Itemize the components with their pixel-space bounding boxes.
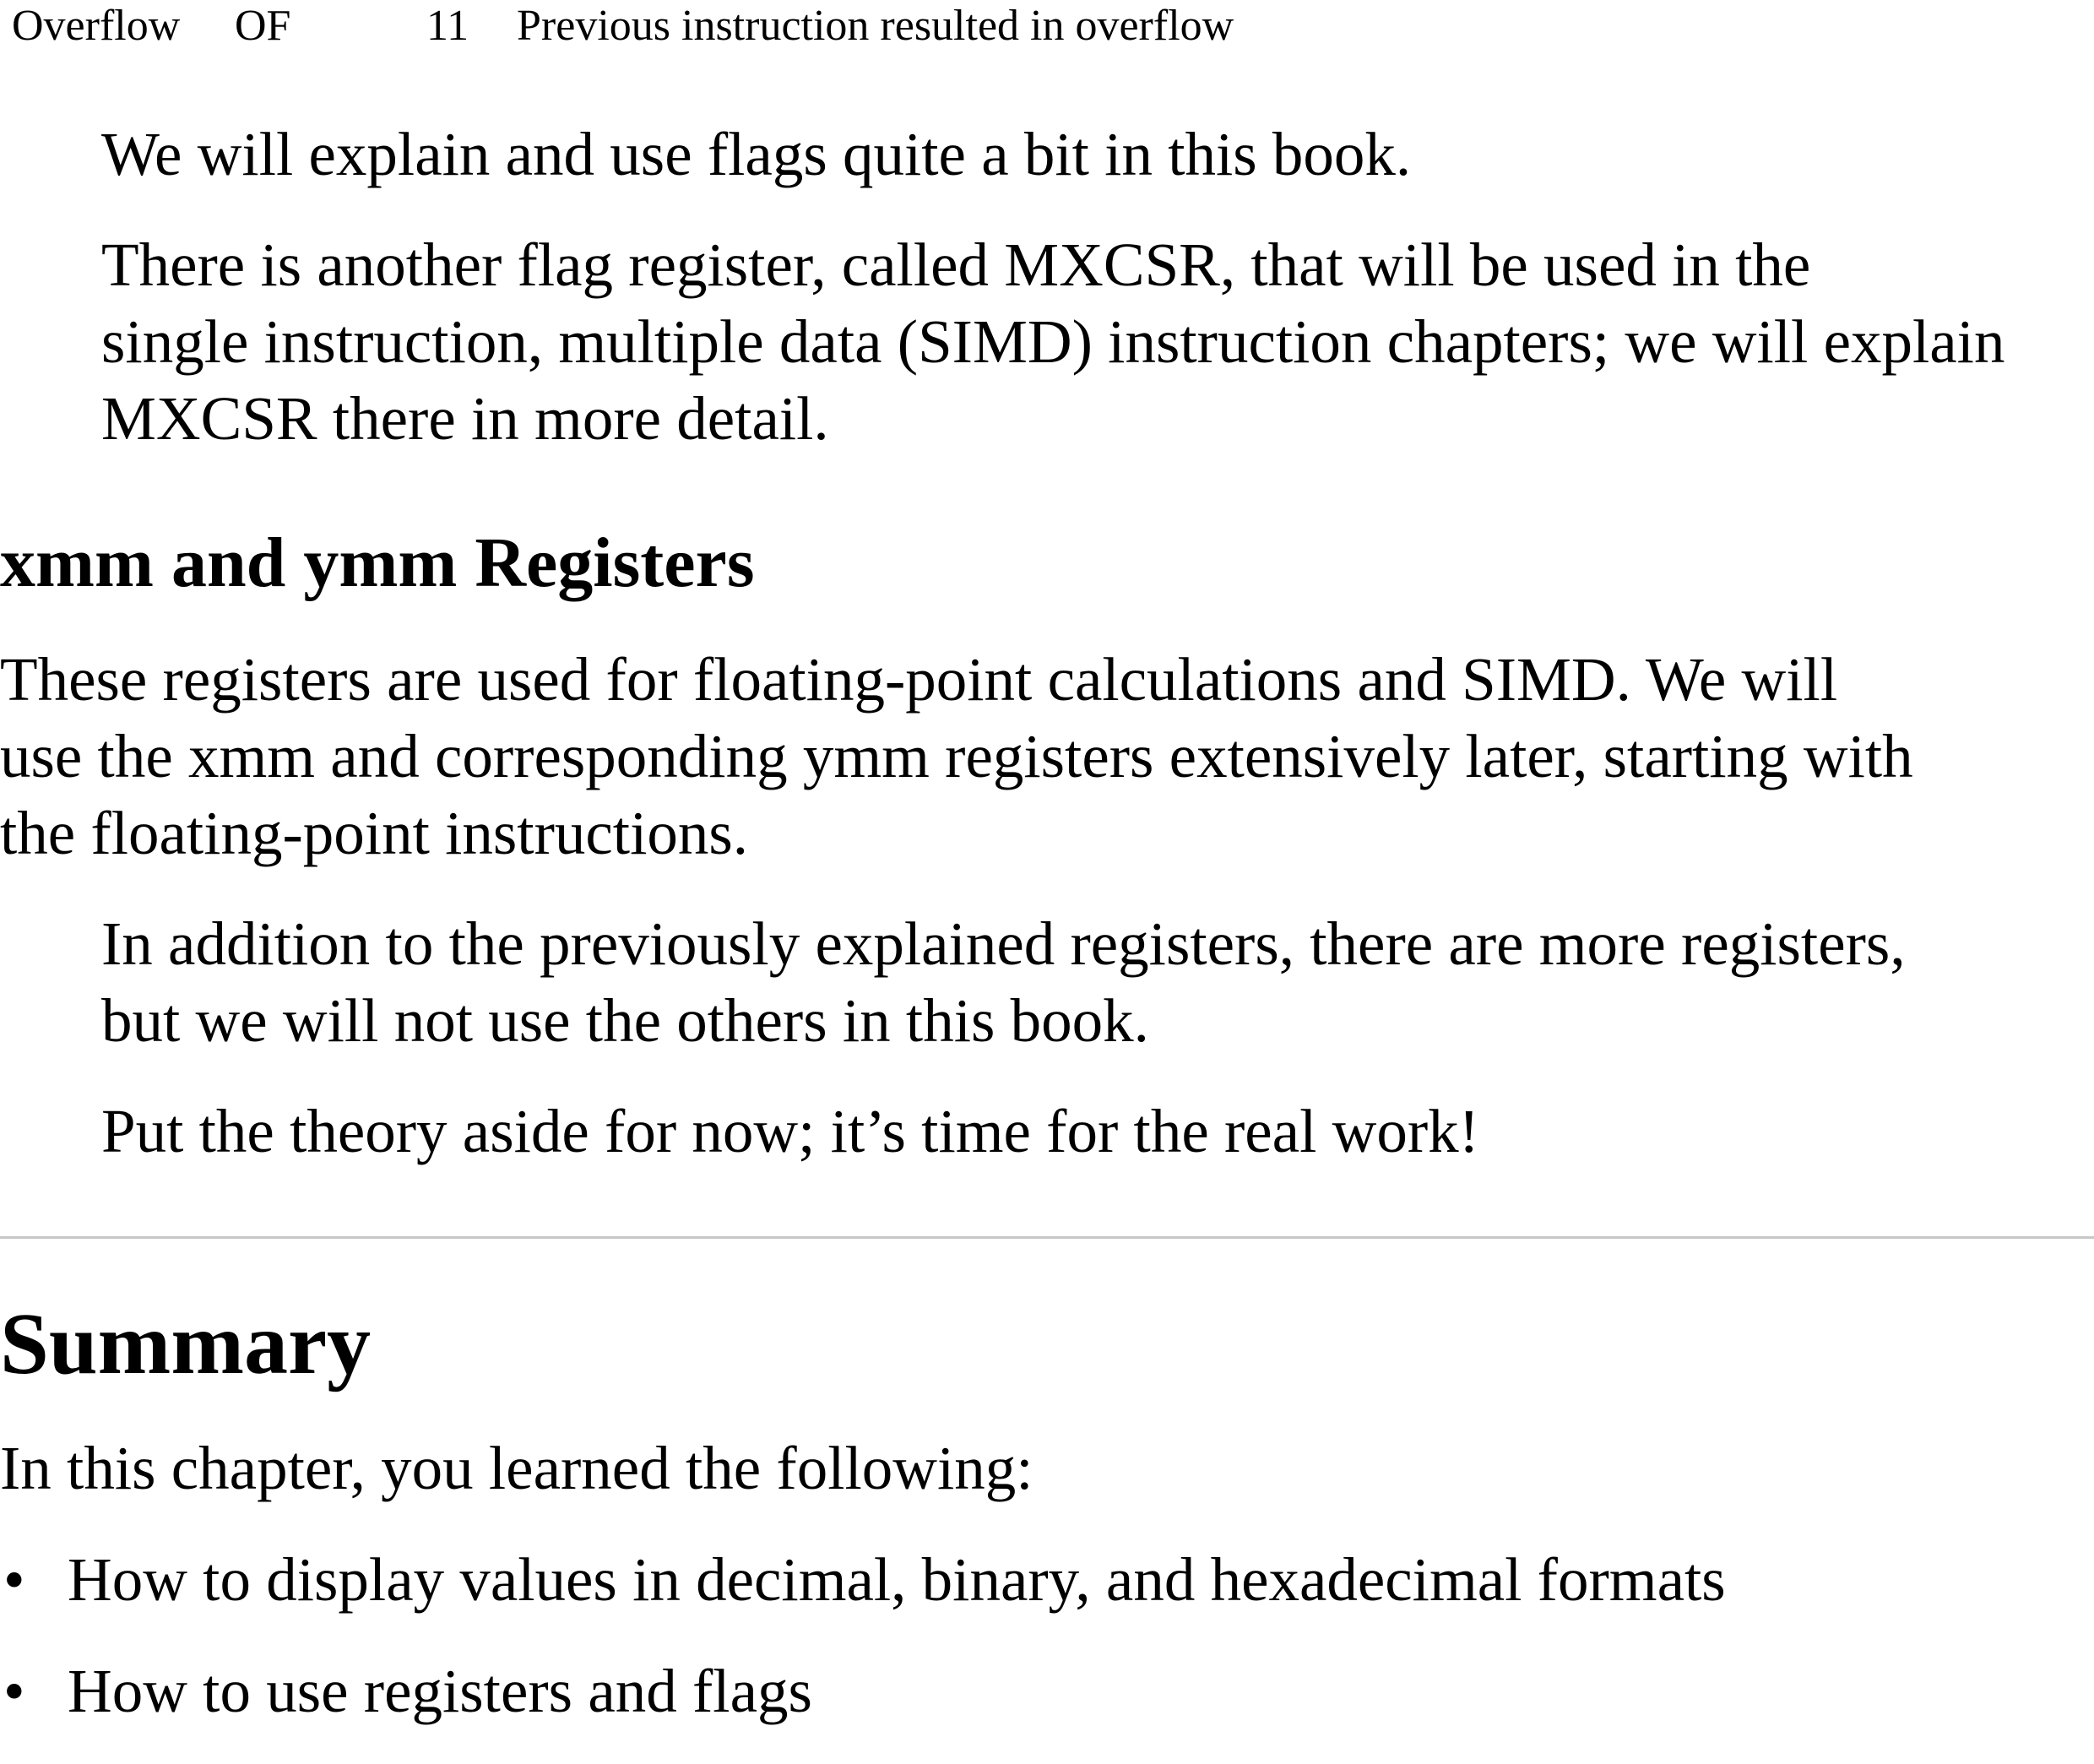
list-item	[0, 1653, 1726, 1729]
paragraph-line: We will explain and use flags quite a bit in this book.	[101, 120, 1412, 188]
paragraph-line: Put the theory aside for now; it’s time for the real work!	[101, 1097, 1479, 1165]
paragraph-line: the floating-point instructions.	[0, 799, 749, 867]
paragraph-flags	[0, 116, 2077, 193]
flag-bit: 11	[426, 2, 469, 50]
section-heading-xmm-ymm: xmm and ymm Registers	[0, 524, 755, 602]
paragraph-line: use the xmm and corresponding ymm registers extensively later, starting with	[0, 722, 1913, 790]
paragraph-other-registers	[0, 905, 2077, 1059]
section-divider	[0, 1236, 2094, 1239]
paragraph-line: In addition to the previously explained registers, there are more registers,	[101, 909, 1906, 978]
paragraph-xmm-registers	[0, 641, 2077, 871]
paragraph-line: In this chapter, you learned the following:	[0, 1434, 1033, 1502]
bullet-icon: •	[3, 1657, 25, 1725]
summary-intro	[0, 1430, 2077, 1506]
paragraph-theory	[0, 1093, 2077, 1170]
list-item-text: How to use registers and flags	[68, 1657, 812, 1725]
paragraph-line: There is another flag register, called MXCSR, that will be used in the	[101, 231, 1811, 299]
flag-name: Overflow	[12, 2, 181, 50]
bullet-icon: •	[3, 1545, 25, 1614]
flag-description: Previous instruction resulted in overflow	[517, 2, 1234, 50]
flag-abbreviation: OF	[235, 2, 291, 50]
summary-list	[0, 1541, 1726, 1764]
paragraph-line: single instruction, multiple data (SIMD) instruction chapters; we will explain	[101, 307, 2005, 376]
list-item-text: How to display values in decimal, binary, and hexadecimal formats	[68, 1545, 1726, 1614]
summary-heading: Summary	[0, 1295, 372, 1392]
list-item	[0, 1541, 1726, 1618]
paragraph-line: These registers are used for floating-point calculations and SIMD. We will	[0, 645, 1838, 714]
paragraph-line: MXCSR there in more detail.	[101, 384, 829, 453]
paragraph-line: but we will not use the others in this book.	[101, 986, 1149, 1055]
paragraph-mxcsr	[0, 226, 2077, 457]
